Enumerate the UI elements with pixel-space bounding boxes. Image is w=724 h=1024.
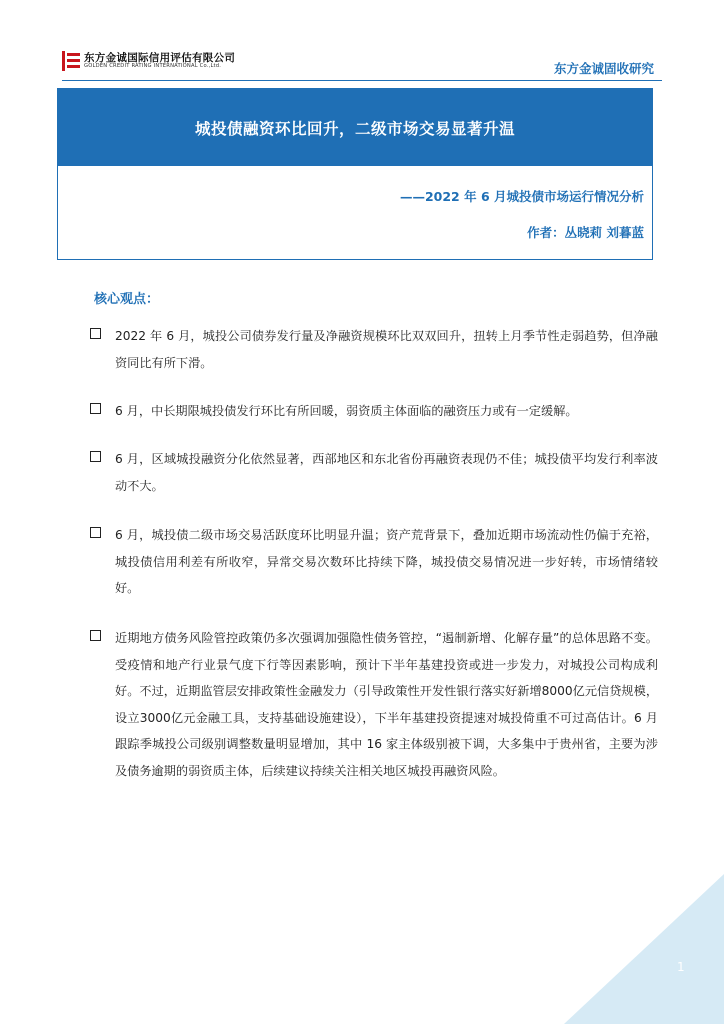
company-name-cn: 东方金诚国际信用评估有限公司: [84, 52, 236, 64]
title-box: [57, 88, 653, 260]
checkbox-icon: [90, 403, 101, 414]
checkbox-icon: [90, 527, 101, 538]
core-views-heading: 核心观点：: [94, 292, 160, 307]
brand-label: 东方金诚固收研究: [553, 61, 654, 76]
report-subtitle: ——2022 年 6 月城投债市场运行情况分析: [399, 189, 644, 204]
report-authors: 作者：丛晓莉 刘暮蓝: [527, 225, 644, 240]
corner-decoration: [564, 874, 724, 1024]
list-item-text: 6 月，中长期限城投债发行环比有所回暖，弱资质主体面临的融资压力或有一定缓解。: [115, 404, 578, 418]
list-item-text: 6 月，城投债二级市场交易活跃度环比明显升温；资产荒背景下，叠加近期市场流动性仍偏于充裕，城投债信用利差有所收窄，异常交易次数环比持续下降，城投债交易情况进一步好转，市场情绪较好。: [115, 528, 658, 595]
company-name-en: GOLDEN CREDIT RATING INTERNATIONAL Co.,Ltd.: [84, 63, 222, 69]
header-divider: [62, 80, 662, 81]
checkbox-icon: [90, 328, 101, 339]
page-header: [62, 48, 662, 80]
list-item-text: 近期地方债务风险管控政策仍多次强调加强隐性债务管控，“遏制新增、化解存量”的总体思路不变。受疫情和地产行业景气度下行等因素影响，预计下半年基建投资或进一步发力，对城投公司构成利好。不过，近期监管层安排政策性金融发力（引导政策性开发性银行落实好新增8000亿元信贷规模，设立3000亿元金融工具，支持基础设施建设），下半年基建投资提速对城投倚重不可过高估计。6 月跟踪季城投公司级别调整数量明显增加，其中 16 家主体级别被下调，大多集中于贵州省，主要为涉及债务逾期的弱资质主体，后续建议持续关注相关地区城投再融资风险。: [115, 631, 658, 778]
checkbox-icon: [90, 630, 101, 641]
list-item-text: 2022 年 6 月，城投公司债券发行量及净融资规模环比双双回升，扭转上月季节性走弱趋势，但净融资同比有所下滑。: [115, 329, 658, 370]
report-title: 城投债融资环比回升，二级市场交易显著升温: [194, 120, 515, 138]
company-logo-icon: [62, 51, 80, 71]
page-number: 1: [677, 960, 685, 974]
checkbox-icon: [90, 451, 101, 462]
list-item-text: 6 月，区域城投融资分化依然显著，西部地区和东北省份再融资表现仍不佳；城投债平均发行利率波动不大。: [115, 452, 658, 493]
